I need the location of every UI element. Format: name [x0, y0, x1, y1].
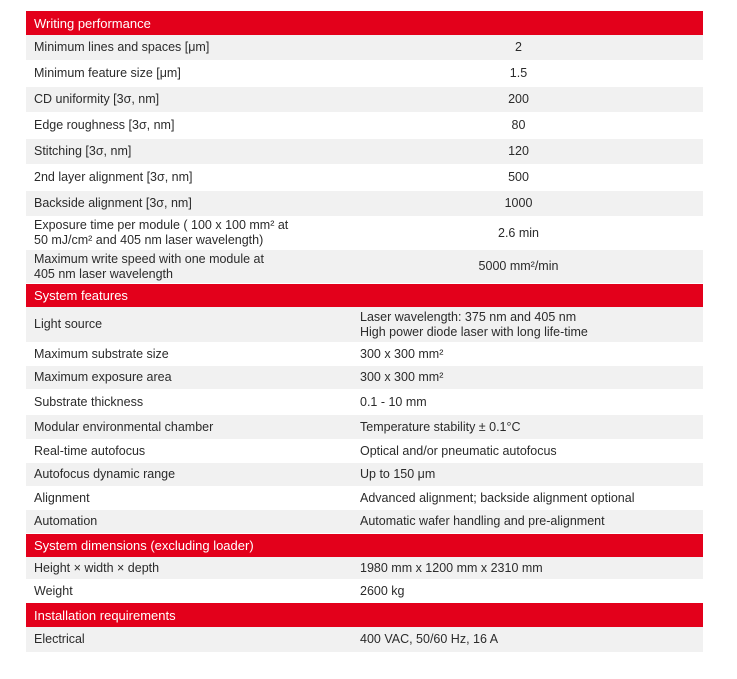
spec-label — [26, 170, 354, 185]
spec-value-line: 500 — [508, 170, 529, 184]
spec-table — [26, 11, 703, 653]
spec-row — [26, 35, 703, 61]
spec-value-line: 2600 kg — [360, 583, 405, 598]
spec-label-line: Light source — [34, 317, 103, 331]
spec-label — [26, 420, 354, 435]
spec-label — [26, 467, 354, 482]
spec-label — [26, 370, 354, 385]
spec-label — [26, 196, 354, 211]
spec-value-line: Optical and/or pneumatic autofocus — [360, 443, 557, 458]
spec-value-line: 120 — [508, 144, 529, 158]
spec-value — [354, 144, 703, 159]
spec-value-line: 1000 — [504, 196, 533, 210]
spec-label-line: Automation — [34, 514, 98, 528]
spec-label-line: Substrate thickness — [34, 394, 144, 409]
spec-label — [26, 118, 354, 133]
spec-label-line: CD uniformity [3σ, nm] — [34, 92, 160, 106]
spec-label — [26, 252, 354, 282]
spec-value-line: 0.1 - 10 mm — [360, 394, 427, 409]
spec-label-line: Electrical — [34, 632, 85, 646]
spec-label — [26, 561, 354, 576]
spec-value — [354, 66, 703, 81]
spec-value-line: High power diode laser with long life-time — [360, 324, 588, 339]
spec-value-line: 1980 mm x 1200 mm x 2310 mm — [360, 560, 543, 575]
spec-label-line: Maximum substrate size — [34, 346, 169, 361]
spec-value — [354, 395, 703, 410]
spec-value — [354, 491, 703, 506]
spec-row — [26, 191, 703, 217]
spec-label-line: Exposure time per module ( 100 x 100 mm² at — [34, 218, 289, 232]
spec-label-line: Real-time autofocus — [34, 443, 146, 458]
spec-value — [354, 561, 703, 576]
spec-value — [354, 444, 703, 459]
spec-label — [26, 40, 354, 55]
spec-value — [354, 420, 703, 435]
spec-row — [26, 440, 703, 463]
spec-label — [26, 444, 354, 459]
spec-value — [354, 259, 703, 274]
spec-value-line: Temperature stability ± 0.1°C — [360, 419, 521, 434]
spec-label — [26, 632, 354, 647]
spec-value-line: 2.6 min — [498, 225, 539, 240]
spec-value-line: Up to 150 μm — [360, 467, 436, 481]
spec-row — [26, 139, 703, 165]
spec-row — [26, 415, 703, 440]
section-header: System dimensions (excluding loader) — [26, 534, 703, 557]
spec-label-line: 2nd layer alignment [3σ, nm] — [34, 170, 193, 184]
spec-label-line: 405 nm laser wavelength — [34, 266, 173, 281]
spec-label — [26, 347, 354, 362]
spec-label-line: Edge roughness [3σ, nm] — [34, 118, 175, 132]
section-header: Installation requirements — [26, 603, 703, 627]
spec-label-line: Maximum write speed with one module at — [34, 251, 264, 266]
spec-value — [354, 170, 703, 185]
spec-value-line: 400 VAC, 50/60 Hz, 16 A — [360, 632, 499, 646]
spec-row — [26, 61, 703, 87]
spec-row — [26, 557, 703, 580]
spec-label-line: Height × width × depth — [34, 560, 160, 575]
spec-value-line: 2 — [515, 40, 522, 54]
spec-label-line: 50 mJ/cm² and 405 nm laser wavelength) — [34, 233, 264, 247]
spec-label — [26, 514, 354, 529]
section-header: Writing performance — [26, 11, 703, 35]
spec-row — [26, 307, 703, 343]
spec-value — [354, 370, 703, 385]
spec-value-line: 200 — [508, 92, 529, 106]
spec-row — [26, 366, 703, 390]
spec-label — [26, 66, 354, 81]
spec-value-line: 80 — [511, 118, 526, 132]
spec-row — [26, 580, 703, 603]
spec-row — [26, 510, 703, 534]
spec-label-line: Minimum feature size [μm] — [34, 66, 181, 80]
spec-value-line: Laser wavelength: 375 nm and 405 nm — [360, 309, 577, 324]
spec-row — [26, 463, 703, 487]
spec-label — [26, 218, 354, 248]
spec-value — [354, 118, 703, 133]
spec-label — [26, 144, 354, 159]
spec-value-line: Advanced alignment; backside alignment optional — [360, 490, 635, 505]
spec-row — [26, 343, 703, 366]
spec-value — [354, 40, 703, 55]
spec-value — [354, 92, 703, 107]
spec-value-line: 5000 mm²/min — [478, 259, 559, 273]
spec-label-line: Autofocus dynamic range — [34, 467, 176, 481]
spec-row — [26, 627, 703, 653]
spec-value — [354, 632, 703, 647]
spec-value — [354, 310, 703, 340]
spec-row — [26, 250, 703, 284]
spec-label — [26, 584, 354, 599]
spec-value — [354, 514, 703, 529]
spec-label-line: Weight — [34, 583, 73, 598]
spec-label — [26, 395, 354, 410]
spec-label-line: Minimum lines and spaces [μm] — [34, 40, 210, 54]
section-header: System features — [26, 284, 703, 307]
spec-row — [26, 487, 703, 510]
spec-label — [26, 491, 354, 506]
spec-label-line: Backside alignment [3σ, nm] — [34, 196, 192, 210]
spec-value — [354, 584, 703, 599]
spec-label — [26, 92, 354, 107]
spec-value-line: Automatic wafer handling and pre-alignment — [360, 514, 605, 528]
spec-label-line: Alignment — [34, 490, 90, 505]
spec-row — [26, 165, 703, 191]
spec-value — [354, 467, 703, 482]
spec-value — [354, 347, 703, 362]
spec-label-line: Stitching [3σ, nm] — [34, 144, 132, 158]
spec-label-line: Maximum exposure area — [34, 370, 172, 384]
spec-row — [26, 390, 703, 415]
spec-row — [26, 87, 703, 113]
spec-value-line: 1.5 — [509, 66, 528, 80]
spec-value-line: 300 x 300 mm² — [360, 370, 444, 384]
spec-row — [26, 113, 703, 139]
spec-label — [26, 317, 354, 332]
spec-row — [26, 217, 703, 250]
spec-label-line: Modular environmental chamber — [34, 419, 214, 434]
spec-value — [354, 196, 703, 211]
spec-value-line: 300 x 300 mm² — [360, 346, 444, 361]
spec-value — [354, 226, 703, 241]
